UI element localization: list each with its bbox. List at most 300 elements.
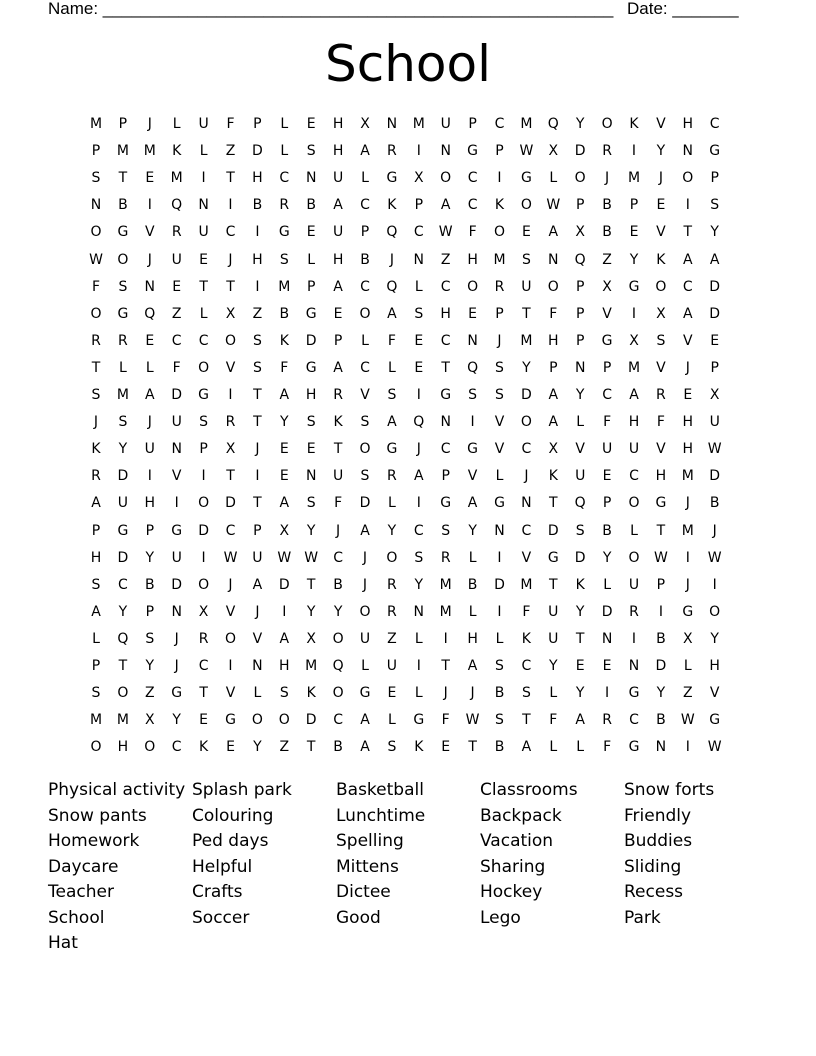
grid-letter: H [90, 549, 102, 566]
grid-letter: O [90, 739, 102, 756]
grid-letter: V [709, 685, 720, 702]
grid-letter: D [278, 576, 290, 593]
grid-letter: S [521, 685, 531, 702]
grid-letter: R [494, 278, 505, 295]
grid-letter: T [253, 414, 262, 431]
grid-letter: L [361, 658, 369, 674]
grid-letter: J [228, 251, 233, 268]
grid-letter: M [520, 576, 533, 593]
grid-letter: Y [333, 603, 343, 620]
grid-letter: L [387, 495, 396, 512]
grid-letter: S [306, 495, 316, 512]
grid-letter: O [655, 278, 667, 295]
grid-letter: T [575, 630, 585, 647]
grid-letter: Y [575, 685, 585, 702]
grid-letter: N [467, 332, 478, 349]
grid-letter: G [440, 495, 452, 512]
grid-letter: H [628, 414, 640, 431]
grid-letter: W [546, 197, 561, 214]
grid-letter: V [467, 468, 478, 485]
grid-letter: C [494, 116, 505, 132]
grid-letter: X [656, 305, 666, 322]
grid-letter: I [255, 224, 260, 241]
grid-letter: V [225, 603, 236, 620]
grid-letter: S [468, 387, 478, 403]
grid-letter: V [656, 116, 666, 132]
grid-letter: Y [710, 224, 719, 241]
grid-letter: S [495, 387, 504, 403]
grid-letter: M [520, 116, 533, 132]
grid-letter: D [494, 576, 505, 593]
grid-letter: W [89, 251, 103, 268]
grid-letter: O [628, 495, 640, 512]
grid-letter: W [707, 739, 722, 756]
grid-letter: D [709, 305, 721, 322]
grid-letter: J [362, 576, 368, 593]
grid-letter: U [171, 414, 182, 431]
grid-letter: J [362, 549, 368, 566]
grid-letter: K [414, 739, 424, 756]
grid-letter: S [91, 685, 101, 702]
grid-letter: M [170, 170, 183, 187]
grid-letter: Y [656, 143, 666, 160]
grid-letter: I [174, 495, 179, 512]
grid-letter: C [171, 332, 182, 349]
grid-letter: L [549, 739, 558, 756]
grid-letter: B [494, 739, 505, 756]
grid-letter: M [439, 603, 452, 620]
grid-letter: K [91, 441, 101, 458]
grid-letter: D [709, 468, 721, 485]
grid-letter: W [707, 549, 722, 566]
grid-letter: L [576, 739, 585, 756]
grid-letter: F [549, 305, 558, 322]
grid-letter: U [601, 441, 613, 458]
grid-letter: Q [386, 278, 398, 295]
grid-letter: Y [118, 441, 128, 458]
grid-letter: L [414, 630, 423, 647]
word-item: Vacation [480, 831, 554, 851]
grid-letter: Q [413, 414, 425, 431]
grid-letter: I [497, 549, 502, 566]
grid-letter: L [630, 522, 638, 539]
grid-letter: S [656, 332, 666, 349]
grid-letter: G [117, 224, 129, 241]
grid-letter: N [305, 170, 317, 187]
grid-letter: Y [602, 549, 612, 566]
grid-letter: G [225, 712, 236, 729]
grid-letter: O [198, 576, 210, 593]
grid-letter: M [439, 576, 452, 593]
grid-letter: E [575, 658, 585, 674]
grid-letter: T [468, 739, 477, 756]
grid-letter: J [228, 576, 233, 593]
grid-letter: I [470, 414, 475, 431]
grid-letter: H [655, 468, 667, 485]
grid-letter: U [628, 576, 640, 593]
grid-letter: X [683, 630, 693, 647]
date-field[interactable]: Date: _______ [627, 0, 739, 18]
grid-letter: G [628, 278, 640, 295]
grid-letter: B [467, 576, 478, 593]
grid-letter: E [279, 441, 289, 458]
grid-letter: S [118, 414, 128, 431]
grid-letter: B [252, 197, 263, 214]
grid-letter: O [547, 278, 559, 295]
grid-letter: O [251, 712, 263, 729]
word-item: Hat [48, 933, 78, 953]
grid-letter: V [494, 414, 505, 431]
grid-letter: P [253, 116, 262, 132]
grid-letter: O [198, 359, 210, 376]
grid-letter: S [91, 387, 101, 403]
grid-letter: B [144, 576, 155, 593]
grid-letter: S [495, 359, 504, 376]
grid-letter: Q [547, 116, 559, 132]
grid-letter: G [601, 332, 613, 349]
grid-letter: N [171, 441, 182, 458]
grid-letter: I [228, 387, 233, 403]
grid-letter: U [386, 658, 398, 674]
grid-letter: V [225, 359, 236, 376]
grid-letter: U [171, 549, 182, 566]
grid-letter: G [467, 143, 479, 160]
grid-letter: I [147, 468, 152, 485]
word-item: Snow forts [624, 780, 715, 800]
grid-letter: A [629, 387, 639, 403]
grid-letter: D [359, 495, 371, 512]
grid-letter: I [282, 603, 287, 620]
grid-letter: O [332, 630, 344, 647]
grid-letter: P [414, 197, 424, 214]
grid-letter: T [91, 359, 101, 376]
grid-letter: Q [117, 630, 129, 647]
grid-letter: A [575, 712, 585, 729]
grid-letter: G [520, 170, 532, 187]
grid-letter: C [171, 739, 182, 756]
grid-letter: L [172, 116, 181, 132]
grid-letter: A [360, 143, 370, 160]
grid-letter: O [359, 603, 371, 620]
grid-letter: Y [306, 522, 316, 539]
grid-letter: Y [172, 712, 181, 729]
grid-letter: D [305, 332, 317, 349]
grid-letter: E [414, 359, 424, 376]
header-fields [48, 0, 748, 20]
grid-letter: N [628, 658, 640, 674]
grid-letter: A [414, 468, 424, 485]
grid-letter: E [414, 332, 424, 349]
grid-letter: G [198, 387, 210, 403]
grid-letter: A [387, 305, 397, 322]
grid-letter: Z [252, 305, 263, 322]
grid-letter: R [279, 197, 290, 214]
grid-letter: K [548, 468, 558, 485]
grid-letter: G [413, 712, 425, 729]
grid-letter: T [253, 495, 262, 512]
grid-letter: Z [225, 143, 236, 160]
grid-letter: W [465, 712, 480, 729]
grid-letter: E [521, 224, 531, 241]
grid-letter: A [467, 495, 478, 512]
grid-letter: L [145, 359, 154, 376]
grid-letter: X [360, 116, 370, 132]
grid-letter: M [116, 387, 129, 403]
word-item: Hockey [480, 882, 543, 902]
grid-letter: Y [414, 576, 424, 593]
grid-letter: N [494, 522, 505, 539]
word-item: Sliding [624, 856, 682, 877]
grid-letter: F [522, 603, 531, 620]
grid-letter: C [629, 712, 639, 729]
grid-letter: G [278, 224, 290, 241]
grid-letter: X [198, 603, 209, 620]
grid-letter: D [171, 387, 183, 403]
grid-letter: I [658, 603, 663, 620]
grid-letter: A [145, 387, 155, 403]
grid-letter: S [91, 576, 101, 593]
grid-letter: M [493, 251, 506, 268]
grid-letter: N [601, 630, 613, 647]
grid-letter: G [359, 685, 371, 702]
grid-letter: C [198, 658, 209, 674]
grid-letter: P [91, 522, 101, 539]
grid-letter: H [548, 332, 559, 349]
grid-letter: J [605, 170, 610, 187]
grid-letter: U [548, 630, 559, 647]
grid-letter: R [602, 143, 612, 160]
grid-letter: I [416, 495, 421, 512]
grid-letter: S [360, 414, 370, 431]
grid-letter: G [171, 522, 183, 539]
grid-letter: C [413, 522, 424, 539]
grid-letter: H [252, 251, 263, 268]
grid-letter: J [497, 332, 502, 349]
grid-letter: Q [574, 251, 586, 268]
grid-letter: S [306, 414, 316, 431]
grid-letter: S [414, 549, 424, 566]
grid-letter: M [520, 332, 533, 349]
grid-letter: O [682, 170, 694, 187]
grid-letter: X [145, 712, 155, 729]
grid-letter: L [495, 630, 504, 647]
grid-letter: L [253, 685, 262, 702]
grid-letter: S [252, 359, 262, 376]
grid-letter: S [199, 414, 209, 431]
grid-letter: A [467, 658, 478, 674]
grid-letter: D [709, 278, 721, 295]
grid-letter: X [575, 224, 585, 241]
grid-letter: G [117, 305, 129, 322]
grid-letter: W [223, 549, 238, 566]
grid-letter: S [360, 468, 370, 485]
grid-letter: N [252, 658, 263, 674]
grid-letter: Z [683, 685, 693, 702]
grid-letter: N [521, 495, 532, 512]
grid-letter: U [144, 441, 155, 458]
grid-letter: E [199, 251, 209, 268]
grid-letter: P [710, 359, 719, 376]
grid-letter: C [521, 658, 532, 674]
grid-letter: Y [575, 603, 585, 620]
grid-letter: U [252, 549, 263, 566]
grid-letter: O [709, 603, 721, 620]
grid-letter: C [413, 224, 424, 241]
grid-letter: L [387, 712, 396, 729]
grid-letter: E [226, 739, 235, 756]
grid-letter: I [228, 197, 233, 214]
grid-letter: U [198, 224, 209, 241]
letter-grid [85, 111, 735, 761]
grid-letter: F [441, 712, 450, 729]
grid-letter: P [495, 305, 504, 322]
grid-letter: Z [279, 739, 290, 756]
grid-letter: E [441, 739, 451, 756]
grid-letter: H [332, 251, 344, 268]
grid-letter: O [224, 332, 237, 349]
grid-letter: M [116, 143, 129, 160]
grid-letter: K [333, 414, 343, 431]
grid-letter: Y [575, 116, 585, 132]
grid-letter: F [603, 414, 612, 431]
grid-letter: A [91, 603, 101, 620]
grid-letter: A [521, 739, 532, 756]
grid-letter: E [602, 468, 612, 485]
grid-letter: C [333, 549, 343, 566]
grid-letter: R [118, 332, 128, 349]
grid-letter: J [336, 522, 341, 539]
grid-letter: V [145, 224, 155, 241]
grid-letter: N [440, 414, 451, 431]
word-item: Snow pants [48, 805, 147, 826]
grid-letter: L [576, 414, 585, 431]
grid-letter: I [255, 278, 260, 295]
word-item: Spelling [336, 831, 404, 851]
grid-letter: A [279, 387, 290, 403]
word-item: Buddies [624, 831, 693, 851]
grid-letter: C [360, 359, 370, 376]
grid-letter: G [386, 441, 398, 458]
grid-letter: I [147, 197, 152, 214]
grid-letter: T [441, 658, 450, 674]
grid-letter: O [198, 495, 210, 512]
grid-letter: K [387, 197, 397, 214]
grid-letter: G [305, 305, 317, 322]
grid-letter: W [519, 143, 534, 160]
grid-letter: U [359, 630, 371, 647]
grid-letter: P [575, 278, 585, 295]
grid-letter: D [225, 495, 236, 512]
grid-letter: L [361, 170, 369, 187]
grid-letter: R [387, 143, 397, 160]
grid-letter: P [253, 522, 262, 539]
grid-letter: Y [280, 414, 289, 431]
word-item: Lunchtime [336, 805, 426, 826]
grid-letter: Y [145, 658, 155, 674]
grid-letter: E [468, 305, 478, 322]
grid-letter: D [305, 712, 317, 729]
grid-letter: C [279, 170, 290, 187]
grid-letter: O [90, 305, 102, 322]
grid-letter: Y [306, 603, 316, 620]
grid-letter: G [386, 170, 398, 187]
grid-letter: P [360, 224, 370, 241]
grid-letter: Y [629, 251, 639, 268]
grid-letter: N [144, 278, 156, 295]
grid-letter: I [631, 305, 637, 322]
grid-letter: Z [602, 251, 612, 268]
grid-letter: C [629, 468, 639, 485]
grid-letter: K [306, 685, 316, 702]
grid-letter: L [307, 251, 316, 268]
grid-letter: S [575, 522, 585, 539]
grid-letter: E [306, 224, 316, 241]
grid-letter: R [225, 414, 236, 431]
grid-letter: J [255, 441, 260, 458]
grid-letter: A [360, 522, 370, 539]
grid-letter: R [656, 387, 666, 403]
grid-letter: B [602, 197, 612, 214]
grid-letter: G [440, 387, 452, 403]
grid-letter: F [656, 414, 665, 431]
grid-letter: C [682, 278, 693, 295]
grid-letter: Q [171, 197, 183, 214]
grid-letter: W [304, 549, 319, 566]
word-item: Classrooms [480, 780, 578, 800]
grid-letter: N [440, 143, 451, 160]
grid-letter: N [386, 116, 398, 132]
grid-letter: M [681, 468, 694, 485]
grid-letter: G [628, 685, 640, 702]
grid-letter: U [332, 170, 344, 187]
grid-letter: O [332, 685, 344, 702]
grid-letter: L [495, 468, 504, 485]
grid-letter: D [252, 143, 263, 160]
grid-letter: L [414, 685, 423, 702]
grid-letter: I [201, 170, 206, 187]
grid-letter: D [547, 522, 559, 539]
grid-letter: D [574, 549, 586, 566]
grid-letter: L [387, 359, 396, 376]
grid-letter: L [603, 576, 611, 593]
grid-letter: T [118, 658, 128, 674]
grid-letter: Y [575, 387, 585, 403]
word-item: Splash park [192, 780, 292, 800]
grid-letter: E [145, 170, 155, 187]
grid-letter: J [443, 685, 448, 702]
grid-letter: C [440, 332, 451, 349]
grid-letter: F [280, 359, 289, 376]
grid-letter: K [494, 197, 505, 214]
grid-letter: J [174, 630, 179, 647]
grid-letter: C [521, 441, 532, 458]
name-field[interactable]: Name: ______________________________________________________ [48, 0, 614, 18]
grid-letter: P [495, 143, 504, 160]
grid-letter: C [225, 224, 236, 241]
grid-letter: O [386, 549, 398, 566]
grid-letter: O [520, 414, 532, 431]
grid-letter: C [440, 441, 451, 458]
grid-letter: A [360, 739, 370, 756]
grid-letter: Q [574, 495, 586, 512]
grid-letter: T [199, 278, 208, 295]
grid-letter: F [172, 359, 181, 376]
grid-letter: N [682, 143, 694, 160]
grid-letter: G [171, 685, 183, 702]
grid-letter: Y [522, 359, 531, 376]
grid-letter: N [413, 603, 425, 620]
grid-letter: B [333, 739, 343, 756]
